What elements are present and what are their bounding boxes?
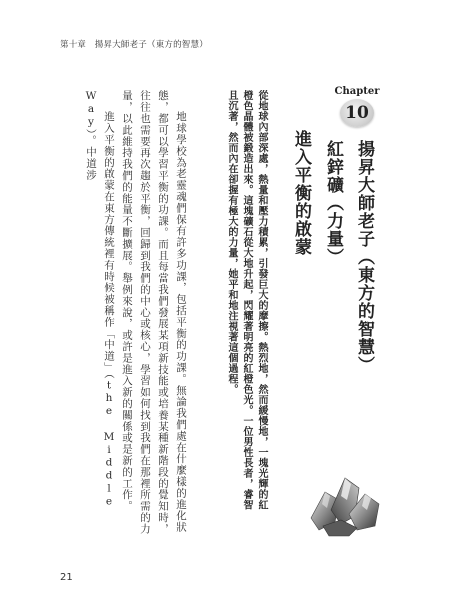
running-header: 第十章 揚昇大師老子（東方的智慧） — [60, 40, 208, 50]
chapter-badge — [330, 82, 384, 134]
chapter-word: Chapter — [334, 86, 380, 97]
chapter-title: 揚昇大師老子（東方的智慧） — [354, 140, 374, 374]
page-number: 21 — [60, 572, 73, 583]
zincite-crystal-image — [305, 470, 387, 540]
crystal-title: 紅鋅礦（力量） — [323, 140, 343, 266]
body-text — [44, 90, 190, 538]
body-paragraph: 地球學校為老靈魂們保有許多功課，包括平衡的功課。無論我們處在什麼樣的進化狀態，都可以學習平衡的功課。而且每當我們發展某項新技能或培養某種新階段的覺知時，往往也需要再次趨於平衡，回歸到我們的中心或核心，學習如何找到我們在那裡所需的力量，以此維持我們的能量不斷擴展。舉例來說，或許是進入新的關係或是新的工作。 — [121, 90, 187, 535]
chapter-number: 10 — [345, 103, 369, 123]
crystal-description: 從地球內部深處，熱量和壓力積累，引發巨大的摩擦。熱烈地，然而緩慢地，一塊光輝的紅橙色晶體被鍛造出來。這塊礦石從大地升起，閃耀著明亮的紅橙色光。一位男性長者，睿智且沉著，然而內在卻握有極大的力量，她平和地注視著這個過程。 — [226, 90, 267, 510]
body-paragraph: 進入平衡的啟蒙在東方傳統裡有時候被稱作「中道」（the Middle Way）。中道涉 — [85, 90, 115, 509]
section-title: 進入平衡的啟蒙 — [291, 130, 311, 256]
